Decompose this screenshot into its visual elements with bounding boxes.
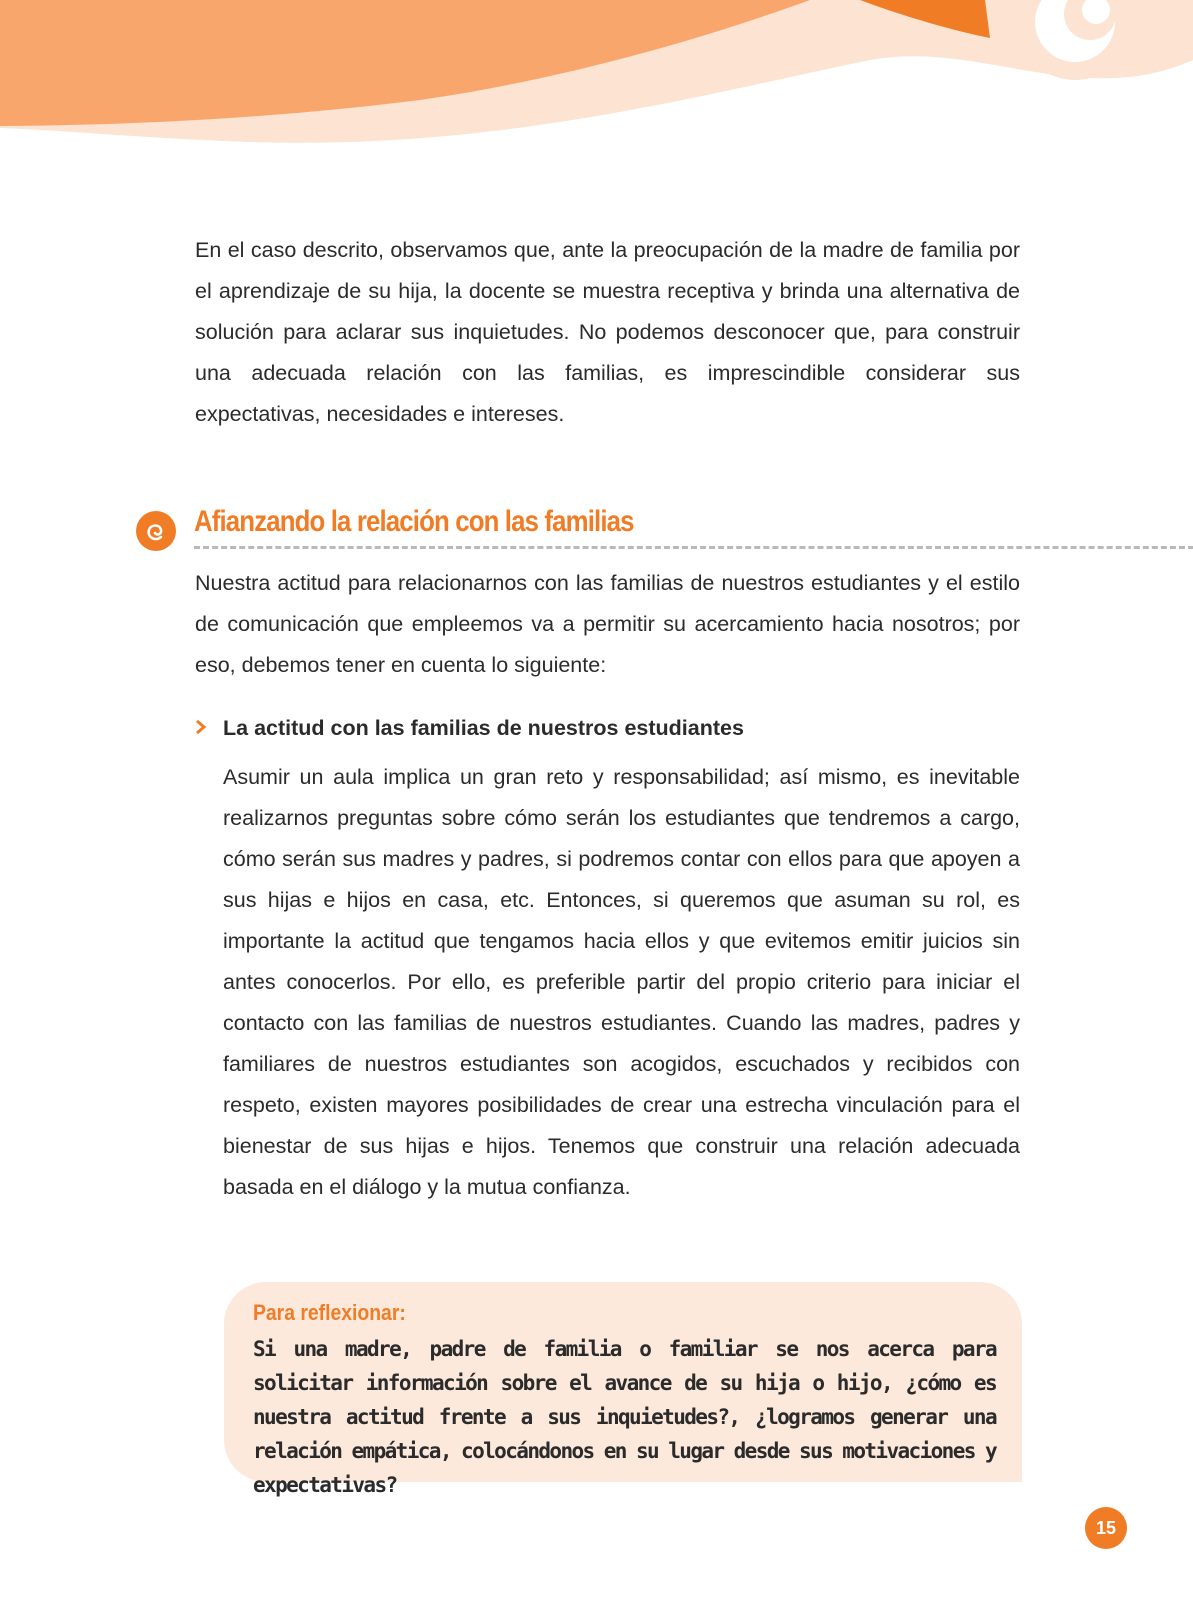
bullet-body-paragraph: Asumir un aula implica un gran reto y responsabilidad; así mismo, es inevitable realizarnos preguntas sobre cómo serán los estudiantes que tendremos a cargo, cómo serán sus madres y padres, si podremos contar con ellos para que apoyen a sus hijas e hijos en casa, etc. Entonces, si queremos que asuman su rol, es importante la actitud que tengamos hacia ellos y que evitemos emitir juicios sin antes conocerlos. Por ello, es preferible partir del propio criterio para iniciar el contacto con las familias de nuestros estudiantes. Cuando las madres, padres y familiares de nuestros estudiantes son acogidos, escuchados y recibidos con respeto, existen mayores posibilidades de crear una estrecha vinculación para el bienestar de sus hijas e hijos. Tenemos que construir una relación adecuada basada en el diálogo y la mutua confianza. <box>223 765 1020 1199</box>
intro-paragraph: En el caso descrito, observamos que, ante la preocupación de la madre de familia por el aprendizaje de su hija, la docente se muestra receptiva y brinda una alternativa de solución para aclarar sus inquietudes. No podemos desconocer que, para construir una adecuada relación con las familias, es imprescindible considerar sus expectativas, necesidades e intereses. <box>195 238 1020 426</box>
section-heading <box>136 503 1193 553</box>
chevron-right-icon <box>195 719 207 735</box>
section-title: Afianzando la relación con las familias <box>194 505 634 538</box>
spiral-circle-icon <box>136 511 176 551</box>
section-divider <box>194 546 1193 549</box>
reflection-text: Si una madre, padre de familia o familiar se nos acerca para solicitar información sobre el avance de su hija o hijo, ¿cómo es nuestra actitud frente a sus inquietudes?, ¿logramos generar una relación empática, colocándonos en su lugar desde sus motivaciones y expectativas? <box>253 1337 996 1497</box>
bullet-title: La actitud con las familias de nuestros estudiantes <box>223 716 744 740</box>
header-wave-decoration <box>0 0 1193 150</box>
reflection-title: Para reflexionar: <box>253 1300 406 1325</box>
bullet-item <box>195 713 1015 743</box>
section-intro-paragraph: Nuestra actitud para relacionarnos con las familias de nuestros estudiantes y el estilo de comunicación que empleemos va a permitir su acercamiento hacia nosotros; por eso, debemos tener en cuenta lo siguiente: <box>195 571 1020 677</box>
page-number: 15 <box>1085 1507 1127 1549</box>
reflection-box <box>224 1282 1022 1497</box>
